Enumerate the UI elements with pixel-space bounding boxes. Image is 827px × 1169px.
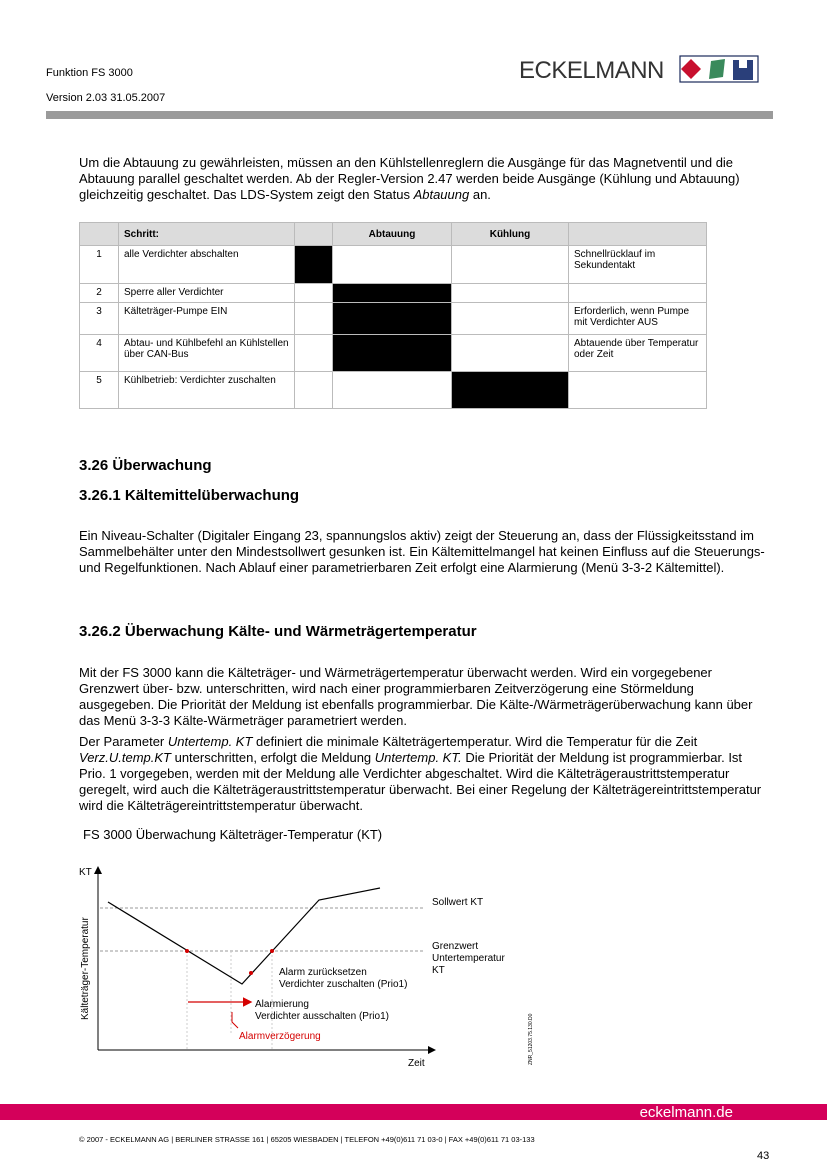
crossing-point	[185, 949, 189, 953]
crossing-point	[270, 949, 274, 953]
intro-paragraph: Um die Abtauung zu gewährleisten, müssen an den Kühlstellenreglern die Ausgänge für das Magnetventil und die Abtauung parallel geschaltet werden. Ab der Regler-Version 2.47 werden beide Ausgänge (Kühlung und Abtauung) gleichzeitig geschaltet. Das LDS-System zeigt den Status Abtauung an.	[79, 155, 740, 202]
header-cell	[295, 223, 333, 246]
section-3-26-2-paragraph-1: Mit der FS 3000 kann die Kälteträger- und Wärmeträgertemperatur überwacht werden. Wird ein vorgegebener Grenzwert über- bzw. unterschritten, wird nach einer programmierbaren Zeitverzögerung eine Störmeldung ausgegeben. Die Priorität der Meldung ist ebenfalls programmierbar. Die Kälte-/Wärmeträgerüberwachung kann über das Menü 3-3-3 Kälte-Wärmeträger parametriert werden.	[79, 665, 753, 728]
y-axis-title: Kälteträger-Temperatur	[80, 917, 91, 1020]
znr-code: ZNR_51203.75.130.D0	[528, 1013, 534, 1065]
header-cell-schritt: Schritt:	[119, 223, 295, 246]
grenzwert-label-1: Grenzwert	[432, 941, 479, 952]
section-3-26-2-paragraph-2: Der Parameter Untertemp. KT definiert die minimale Kälteträgertemperatur. Wird die Temperatur für die Zeit Verz.U.temp.KT unterschritten, erfolgt die Meldung Untertemp. KT. Die Priorität der Meldung ist programmierbar. Ist Prio. 1 vorgegeben, werden mit der Meldung alle Verdichter abgeschaltet. Wird die Kälteträgeraustrittstemperatur geregelt, wird auch die Kälteträgeraustrittstemperatur überwacht. Bei einer Regelung der Kälteträgereintrittstemperatur wird die Kälteträgereintrittstemperatur überwacht.	[79, 734, 762, 813]
footer-url[interactable]: eckelmann.de	[639, 1104, 733, 1121]
delay-label: Alarmverzögerung	[239, 1031, 321, 1042]
doc-version: Version 2.03 31.05.2007	[46, 92, 166, 104]
section-heading-3-26: 3.26 Überwachung	[79, 457, 212, 474]
alarm-label-1: Alarmierung	[255, 999, 309, 1010]
copyright-text: © 2007 - ECKELMANN AG | BERLINER STRASSE 161 | 65205 WIESBADEN | TELEFON +49(0)611 71 03-0 | FAX +49(0)611 71 03-133	[79, 1135, 535, 1144]
diagram-title: FS 3000 Überwachung Kälteträger-Temperatur (KT)	[83, 827, 383, 842]
table-row: 2 Sperre aller Verdichter	[80, 284, 707, 303]
doc-title: Funktion FS 3000	[46, 67, 133, 79]
section-heading-3-26-1: 3.26.1 Kältemittelüberwachung	[79, 487, 300, 504]
header-cell	[80, 223, 119, 246]
kt-monitoring-diagram	[60, 860, 540, 1075]
logo-squares-icon	[679, 55, 759, 83]
section-heading-3-26-2: 3.26.2 Überwachung Kälte- und Wärmeträgertemperatur	[79, 623, 477, 640]
table-header-row	[80, 223, 707, 246]
section-3-26-1-text: Ein Niveau-Schalter (Digitaler Eingang 23, spannungslos aktiv) zeigt der Steuerung an, dass der Flüssigkeitsstand im Sammelbehälter unter den Mindestsollwert gesunken ist. Ein Kältemittelmangel hat keinen Einfluss auf die Steuerungs- und Regelfunktionen. Nach Ablauf einer parametrierbaren Zeit erfolgt eine Alarmierung (Menü 3-3-2 Kältemittel).	[79, 528, 765, 575]
header-cell-abtauung: Abtauung	[333, 223, 452, 246]
header-cell-kuehlung: Kühlung	[452, 223, 569, 246]
delay-pointer	[232, 1012, 238, 1028]
sollwert-label: Sollwert KT	[432, 897, 484, 908]
footer-bar	[0, 1104, 827, 1120]
alarm-label-2: Verdichter ausschalten (Prio1)	[255, 1011, 389, 1022]
table-row: 3 Kälteträger-Pumpe EIN Erforderlich, wenn Pumpe mit Verdichter AUS	[80, 303, 707, 335]
grenzwert-label-2: Untertemperatur	[432, 953, 505, 964]
x-axis-title: Zeit	[408, 1058, 425, 1069]
steps-table	[79, 222, 707, 409]
header-cell	[569, 223, 707, 246]
reset-label-1: Alarm zurücksetzen	[279, 967, 367, 978]
grenzwert-label-3: KT	[432, 965, 445, 976]
table-row: 5 Kühlbetrieb: Verdichter zuschalten	[80, 372, 707, 409]
y-axis-label: KT	[79, 867, 92, 878]
header-divider	[46, 111, 773, 119]
page-number: 43	[757, 1150, 770, 1162]
table-row: 4 Abtau- und Kühlbefehl an Kühlstellen über CAN-Bus Abtauende über Temperatur oder Zeit	[80, 335, 707, 372]
reset-point	[249, 971, 253, 975]
logo-text: ECKELMANN	[519, 57, 664, 84]
table-row: 1 alle Verdichter abschalten Schnellrücklauf im Sekundentakt	[80, 246, 707, 284]
reset-label-2: Verdichter zuschalten (Prio1)	[279, 979, 408, 990]
